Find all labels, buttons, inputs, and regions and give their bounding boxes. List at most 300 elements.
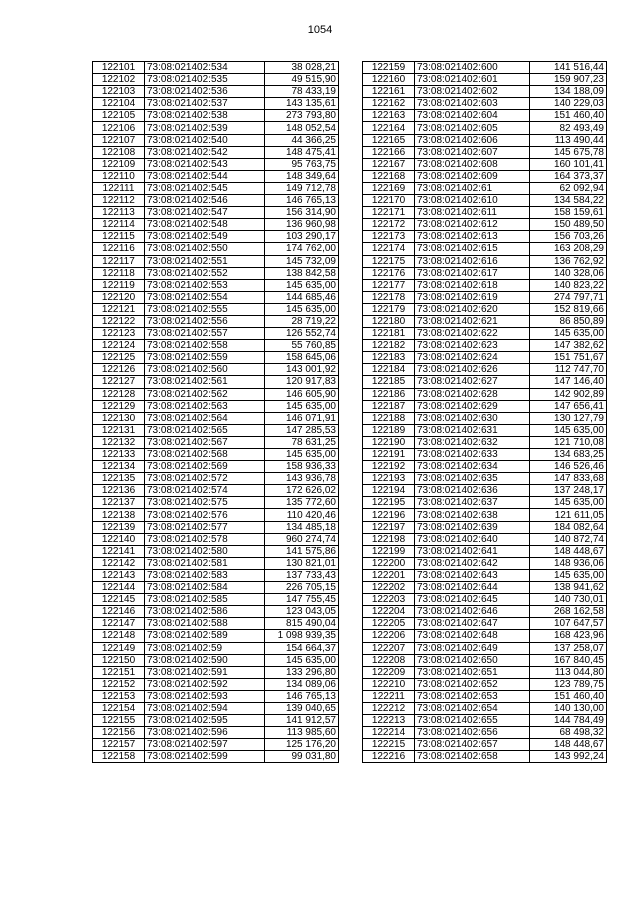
- table-row: [363, 328, 607, 340]
- table-row: [93, 569, 339, 581]
- value-cell: 145 635,00: [530, 569, 607, 581]
- table-row: [93, 630, 339, 642]
- cadastral-number-cell: 73:08:021402:59: [145, 642, 265, 654]
- value-cell: 147 285,53: [265, 424, 339, 436]
- cadastral-number-cell: 73:08:021402:576: [145, 509, 265, 521]
- value-cell: 130 821,01: [265, 557, 339, 569]
- value-cell: 158 936,33: [265, 461, 339, 473]
- row-number-cell: 122177: [363, 279, 415, 291]
- row-number-cell: 122122: [93, 315, 145, 327]
- cadastral-number-cell: 73:08:021402:654: [415, 702, 530, 714]
- row-number-cell: 122147: [93, 618, 145, 630]
- cadastral-number-cell: 73:08:021402:634: [415, 461, 530, 473]
- row-number-cell: 122183: [363, 352, 415, 364]
- value-cell: 815 490,04: [265, 618, 339, 630]
- value-cell: 148 052,54: [265, 122, 339, 134]
- value-cell: 144 685,46: [265, 291, 339, 303]
- cadastral-number-cell: 73:08:021402:572: [145, 473, 265, 485]
- cadastral-number-cell: 73:08:021402:535: [145, 74, 265, 86]
- row-number-cell: 122102: [93, 74, 145, 86]
- cadastral-number-cell: 73:08:021402:618: [415, 279, 530, 291]
- cadastral-number-cell: 73:08:021402:564: [145, 412, 265, 424]
- row-number-cell: 122163: [363, 110, 415, 122]
- value-cell: 147 382,62: [530, 340, 607, 352]
- value-cell: 130 127,79: [530, 412, 607, 424]
- value-cell: 148 475,41: [265, 146, 339, 158]
- table-row: [363, 557, 607, 569]
- row-number-cell: 122129: [93, 400, 145, 412]
- table-row: [363, 497, 607, 509]
- cadastral-number-cell: 73:08:021402:592: [145, 678, 265, 690]
- table-row: [363, 182, 607, 194]
- table-row: [93, 98, 339, 110]
- value-cell: 121 710,08: [530, 436, 607, 448]
- row-number-cell: 122216: [363, 751, 415, 763]
- row-number-cell: 122120: [93, 291, 145, 303]
- row-number-cell: 122149: [93, 642, 145, 654]
- cadastral-number-cell: 73:08:021402:550: [145, 243, 265, 255]
- table-row: [93, 436, 339, 448]
- value-cell: 158 645,06: [265, 352, 339, 364]
- row-number-cell: 122204: [363, 606, 415, 618]
- cadastral-number-cell: 73:08:021402:609: [415, 170, 530, 182]
- table-row: [93, 110, 339, 122]
- table-row: [93, 606, 339, 618]
- table-row: [363, 690, 607, 702]
- row-number-cell: 122202: [363, 582, 415, 594]
- table-row: [93, 654, 339, 666]
- table-row: [363, 618, 607, 630]
- row-number-cell: 122175: [363, 255, 415, 267]
- value-cell: 145 732,09: [265, 255, 339, 267]
- value-cell: 143 001,92: [265, 364, 339, 376]
- cadastral-number-cell: 73:08:021402:608: [415, 158, 530, 170]
- value-cell: 140 823,22: [530, 279, 607, 291]
- table-row: [363, 533, 607, 545]
- table-row: [93, 279, 339, 291]
- value-cell: 142 902,89: [530, 388, 607, 400]
- table-row: [93, 328, 339, 340]
- value-cell: 139 040,65: [265, 702, 339, 714]
- cadastral-number-cell: 73:08:021402:546: [145, 195, 265, 207]
- left-table-body: [93, 62, 339, 763]
- value-cell: 95 763,75: [265, 158, 339, 170]
- cadastral-number-cell: 73:08:021402:558: [145, 340, 265, 352]
- cadastral-number-cell: 73:08:021402:578: [145, 533, 265, 545]
- row-number-cell: 122197: [363, 521, 415, 533]
- value-cell: 141 912,57: [265, 715, 339, 727]
- value-cell: 68 498,32: [530, 727, 607, 739]
- table-row: [93, 170, 339, 182]
- table-row: [363, 436, 607, 448]
- table-row: [363, 715, 607, 727]
- table-row: [93, 267, 339, 279]
- table-row: [363, 219, 607, 231]
- value-cell: 167 840,45: [530, 654, 607, 666]
- table-row: [363, 303, 607, 315]
- value-cell: 140 130,00: [530, 702, 607, 714]
- table-row: [363, 654, 607, 666]
- table-row: [93, 751, 339, 763]
- cadastral-number-cell: 73:08:021402:603: [415, 98, 530, 110]
- value-cell: 156 703,26: [530, 231, 607, 243]
- value-cell: 133 296,80: [265, 666, 339, 678]
- cadastral-number-cell: 73:08:021402:561: [145, 376, 265, 388]
- value-cell: 126 552,74: [265, 328, 339, 340]
- value-cell: 168 423,96: [530, 630, 607, 642]
- cadastral-number-cell: 73:08:021402:588: [145, 618, 265, 630]
- table-row: [363, 207, 607, 219]
- value-cell: 99 031,80: [265, 751, 339, 763]
- row-number-cell: 122153: [93, 690, 145, 702]
- table-row: [363, 412, 607, 424]
- value-cell: 146 605,90: [265, 388, 339, 400]
- row-number-cell: 122176: [363, 267, 415, 279]
- cadastral-number-cell: 73:08:021402:569: [145, 461, 265, 473]
- cadastral-number-cell: 73:08:021402:630: [415, 412, 530, 424]
- table-row: [93, 594, 339, 606]
- row-number-cell: 122143: [93, 569, 145, 581]
- cadastral-number-cell: 73:08:021402:644: [415, 582, 530, 594]
- row-number-cell: 122171: [363, 207, 415, 219]
- table-row: [363, 231, 607, 243]
- cadastral-number-cell: 73:08:021402:553: [145, 279, 265, 291]
- value-cell: 140 229,03: [530, 98, 607, 110]
- cadastral-number-cell: 73:08:021402:642: [415, 557, 530, 569]
- row-number-cell: 122211: [363, 690, 415, 702]
- cadastral-number-cell: 73:08:021402:637: [415, 497, 530, 509]
- value-cell: 145 635,00: [530, 497, 607, 509]
- value-cell: 159 907,23: [530, 74, 607, 86]
- table-row: [363, 315, 607, 327]
- value-cell: 147 755,45: [265, 594, 339, 606]
- row-number-cell: 122128: [93, 388, 145, 400]
- row-number-cell: 122126: [93, 364, 145, 376]
- row-number-cell: 122178: [363, 291, 415, 303]
- table-row: [363, 340, 607, 352]
- value-cell: 1 098 939,35: [265, 630, 339, 642]
- table-row: [363, 678, 607, 690]
- value-cell: 137 248,17: [530, 485, 607, 497]
- table-row: [93, 74, 339, 86]
- row-number-cell: 122116: [93, 243, 145, 255]
- cadastral-number-cell: 73:08:021402:581: [145, 557, 265, 569]
- row-number-cell: 122136: [93, 485, 145, 497]
- row-number-cell: 122209: [363, 666, 415, 678]
- row-number-cell: 122111: [93, 182, 145, 194]
- value-cell: 149 712,78: [265, 182, 339, 194]
- value-cell: 143 135,61: [265, 98, 339, 110]
- table-row: [93, 400, 339, 412]
- row-number-cell: 122104: [93, 98, 145, 110]
- table-row: [93, 461, 339, 473]
- value-cell: 151 460,40: [530, 690, 607, 702]
- table-row: [93, 412, 339, 424]
- value-cell: 146 765,13: [265, 195, 339, 207]
- value-cell: 145 635,00: [530, 328, 607, 340]
- value-cell: 147 833,68: [530, 473, 607, 485]
- value-cell: 156 314,90: [265, 207, 339, 219]
- table-row: [363, 267, 607, 279]
- cadastral-number-cell: 73:08:021402:585: [145, 594, 265, 606]
- cadastral-number-cell: 73:08:021402:646: [415, 606, 530, 618]
- table-row: [93, 352, 339, 364]
- row-number-cell: 122192: [363, 461, 415, 473]
- cadastral-number-cell: 73:08:021402:567: [145, 436, 265, 448]
- value-cell: 134 683,25: [530, 449, 607, 461]
- value-cell: 123 789,75: [530, 678, 607, 690]
- table-row: [363, 594, 607, 606]
- row-number-cell: 122167: [363, 158, 415, 170]
- value-cell: 62 092,94: [530, 182, 607, 194]
- value-cell: 55 760,85: [265, 340, 339, 352]
- cadastral-number-cell: 73:08:021402:647: [415, 618, 530, 630]
- cadastral-number-cell: 73:08:021402:549: [145, 231, 265, 243]
- row-number-cell: 122172: [363, 219, 415, 231]
- row-number-cell: 122156: [93, 727, 145, 739]
- cadastral-number-cell: 73:08:021402:617: [415, 267, 530, 279]
- page-number: 1054: [307, 24, 333, 36]
- value-cell: 172 626,02: [265, 485, 339, 497]
- row-number-cell: 122162: [363, 98, 415, 110]
- value-cell: 121 611,05: [530, 509, 607, 521]
- cadastral-number-cell: 73:08:021402:615: [415, 243, 530, 255]
- table-row: [363, 509, 607, 521]
- row-number-cell: 122148: [93, 630, 145, 642]
- cadastral-number-cell: 73:08:021402:600: [415, 62, 530, 74]
- row-number-cell: 122189: [363, 424, 415, 436]
- table-row: [93, 642, 339, 654]
- table-row: [363, 146, 607, 158]
- cadastral-number-cell: 73:08:021402:586: [145, 606, 265, 618]
- cadastral-number-cell: 73:08:021402:574: [145, 485, 265, 497]
- row-number-cell: 122160: [363, 74, 415, 86]
- table-row: [363, 376, 607, 388]
- row-number-cell: 122166: [363, 146, 415, 158]
- cadastral-number-cell: 73:08:021402:650: [415, 654, 530, 666]
- row-number-cell: 122106: [93, 122, 145, 134]
- left-data-table: [92, 61, 339, 763]
- cadastral-number-cell: 73:08:021402:632: [415, 436, 530, 448]
- table-row: [363, 545, 607, 557]
- cadastral-number-cell: 73:08:021402:562: [145, 388, 265, 400]
- cadastral-number-cell: 73:08:021402:543: [145, 158, 265, 170]
- table-row: [93, 376, 339, 388]
- row-number-cell: 122125: [93, 352, 145, 364]
- cadastral-number-cell: 73:08:021402:548: [145, 219, 265, 231]
- value-cell: 110 420,46: [265, 509, 339, 521]
- cadastral-number-cell: 73:08:021402:628: [415, 388, 530, 400]
- value-cell: 146 071,91: [265, 412, 339, 424]
- cadastral-number-cell: 73:08:021402:655: [415, 715, 530, 727]
- value-cell: 86 850,89: [530, 315, 607, 327]
- table-row: [93, 715, 339, 727]
- row-number-cell: 122182: [363, 340, 415, 352]
- row-number-cell: 122193: [363, 473, 415, 485]
- row-number-cell: 122190: [363, 436, 415, 448]
- cadastral-number-cell: 73:08:021402:542: [145, 146, 265, 158]
- row-number-cell: 122212: [363, 702, 415, 714]
- value-cell: 78 631,25: [265, 436, 339, 448]
- table-row: [363, 702, 607, 714]
- row-number-cell: 122206: [363, 630, 415, 642]
- cadastral-number-cell: 73:08:021402:593: [145, 690, 265, 702]
- table-row: [93, 291, 339, 303]
- value-cell: 150 489,50: [530, 219, 607, 231]
- cadastral-number-cell: 73:08:021402:627: [415, 376, 530, 388]
- value-cell: 44 366,25: [265, 134, 339, 146]
- table-row: [363, 364, 607, 376]
- cadastral-number-cell: 73:08:021402:610: [415, 195, 530, 207]
- row-number-cell: 122203: [363, 594, 415, 606]
- table-row: [93, 134, 339, 146]
- cadastral-number-cell: 73:08:021402:648: [415, 630, 530, 642]
- row-number-cell: 122103: [93, 86, 145, 98]
- row-number-cell: 122186: [363, 388, 415, 400]
- table-row: [93, 666, 339, 678]
- row-number-cell: 122110: [93, 170, 145, 182]
- table-row: [93, 182, 339, 194]
- cadastral-number-cell: 73:08:021402:611: [415, 207, 530, 219]
- cadastral-number-cell: 73:08:021402:657: [415, 739, 530, 751]
- table-row: [93, 388, 339, 400]
- table-row: [93, 521, 339, 533]
- table-row: [363, 424, 607, 436]
- row-number-cell: 122181: [363, 328, 415, 340]
- value-cell: 268 162,58: [530, 606, 607, 618]
- table-row: [93, 690, 339, 702]
- row-number-cell: 122161: [363, 86, 415, 98]
- row-number-cell: 122107: [93, 134, 145, 146]
- value-cell: 145 635,00: [265, 449, 339, 461]
- value-cell: 140 730,01: [530, 594, 607, 606]
- table-row: [363, 606, 607, 618]
- value-cell: 137 733,43: [265, 569, 339, 581]
- row-number-cell: 122130: [93, 412, 145, 424]
- value-cell: 163 208,29: [530, 243, 607, 255]
- row-number-cell: 122191: [363, 449, 415, 461]
- cadastral-number-cell: 73:08:021402:590: [145, 654, 265, 666]
- row-number-cell: 122119: [93, 279, 145, 291]
- cadastral-number-cell: 73:08:021402:624: [415, 352, 530, 364]
- value-cell: 145 635,00: [265, 654, 339, 666]
- row-number-cell: 122142: [93, 557, 145, 569]
- cadastral-number-cell: 73:08:021402:636: [415, 485, 530, 497]
- value-cell: 151 460,40: [530, 110, 607, 122]
- table-row: [363, 569, 607, 581]
- table-row: [93, 473, 339, 485]
- value-cell: 164 373,37: [530, 170, 607, 182]
- value-cell: 147 146,40: [530, 376, 607, 388]
- value-cell: 148 448,67: [530, 739, 607, 751]
- value-cell: 120 917,83: [265, 376, 339, 388]
- value-cell: 113 490,44: [530, 134, 607, 146]
- table-row: [93, 533, 339, 545]
- value-cell: 184 082,64: [530, 521, 607, 533]
- table-row: [363, 630, 607, 642]
- cadastral-number-cell: 73:08:021402:595: [145, 715, 265, 727]
- table-row: [93, 243, 339, 255]
- value-cell: 273 793,80: [265, 110, 339, 122]
- cadastral-number-cell: 73:08:021402:613: [415, 231, 530, 243]
- table-row: [363, 158, 607, 170]
- row-number-cell: 122144: [93, 582, 145, 594]
- row-number-cell: 122154: [93, 702, 145, 714]
- value-cell: 103 290,17: [265, 231, 339, 243]
- row-number-cell: 122131: [93, 424, 145, 436]
- table-row: [363, 485, 607, 497]
- row-number-cell: 122184: [363, 364, 415, 376]
- table-row: [363, 582, 607, 594]
- table-row: [93, 618, 339, 630]
- table-row: [363, 521, 607, 533]
- value-cell: 134 485,18: [265, 521, 339, 533]
- value-cell: 141 516,44: [530, 62, 607, 74]
- row-number-cell: 122124: [93, 340, 145, 352]
- cadastral-number-cell: 73:08:021402:534: [145, 62, 265, 74]
- cadastral-number-cell: 73:08:021402:606: [415, 134, 530, 146]
- row-number-cell: 122201: [363, 569, 415, 581]
- cadastral-number-cell: 73:08:021402:635: [415, 473, 530, 485]
- cadastral-number-cell: 73:08:021402:645: [415, 594, 530, 606]
- cadastral-number-cell: 73:08:021402:612: [415, 219, 530, 231]
- table-row: [93, 86, 339, 98]
- row-number-cell: 122139: [93, 521, 145, 533]
- value-cell: 145 635,00: [530, 424, 607, 436]
- value-cell: 145 635,00: [265, 303, 339, 315]
- right-table-body: [363, 62, 607, 763]
- row-number-cell: 122134: [93, 461, 145, 473]
- value-cell: 28 719,22: [265, 315, 339, 327]
- value-cell: 145 635,00: [265, 279, 339, 291]
- table-row: [93, 509, 339, 521]
- value-cell: 38 028,21: [265, 62, 339, 74]
- value-cell: 136 762,92: [530, 255, 607, 267]
- table-row: [93, 497, 339, 509]
- cadastral-number-cell: 73:08:021402:583: [145, 569, 265, 581]
- row-number-cell: 122145: [93, 594, 145, 606]
- cadastral-number-cell: 73:08:021402:563: [145, 400, 265, 412]
- cadastral-number-cell: 73:08:021402:619: [415, 291, 530, 303]
- row-number-cell: 122194: [363, 485, 415, 497]
- table-row: [363, 170, 607, 182]
- row-number-cell: 122118: [93, 267, 145, 279]
- table-row: [93, 557, 339, 569]
- cadastral-number-cell: 73:08:021402:554: [145, 291, 265, 303]
- value-cell: 154 664,37: [265, 642, 339, 654]
- value-cell: 113 044,80: [530, 666, 607, 678]
- cadastral-number-cell: 73:08:021402:653: [415, 690, 530, 702]
- cadastral-number-cell: 73:08:021402:555: [145, 303, 265, 315]
- row-number-cell: 122127: [93, 376, 145, 388]
- cadastral-number-cell: 73:08:021402:552: [145, 267, 265, 279]
- value-cell: 82 493,49: [530, 122, 607, 134]
- cadastral-number-cell: 73:08:021402:551: [145, 255, 265, 267]
- row-number-cell: 122174: [363, 243, 415, 255]
- cadastral-number-cell: 73:08:021402:651: [415, 666, 530, 678]
- table-row: [363, 400, 607, 412]
- row-number-cell: 122151: [93, 666, 145, 678]
- cadastral-number-cell: 73:08:021402:597: [145, 739, 265, 751]
- table-row: [363, 666, 607, 678]
- table-row: [93, 122, 339, 134]
- row-number-cell: 122195: [363, 497, 415, 509]
- table-row: [363, 122, 607, 134]
- value-cell: 141 575,86: [265, 545, 339, 557]
- value-cell: 160 101,41: [530, 158, 607, 170]
- cadastral-number-cell: 73:08:021402:602: [415, 86, 530, 98]
- row-number-cell: 122137: [93, 497, 145, 509]
